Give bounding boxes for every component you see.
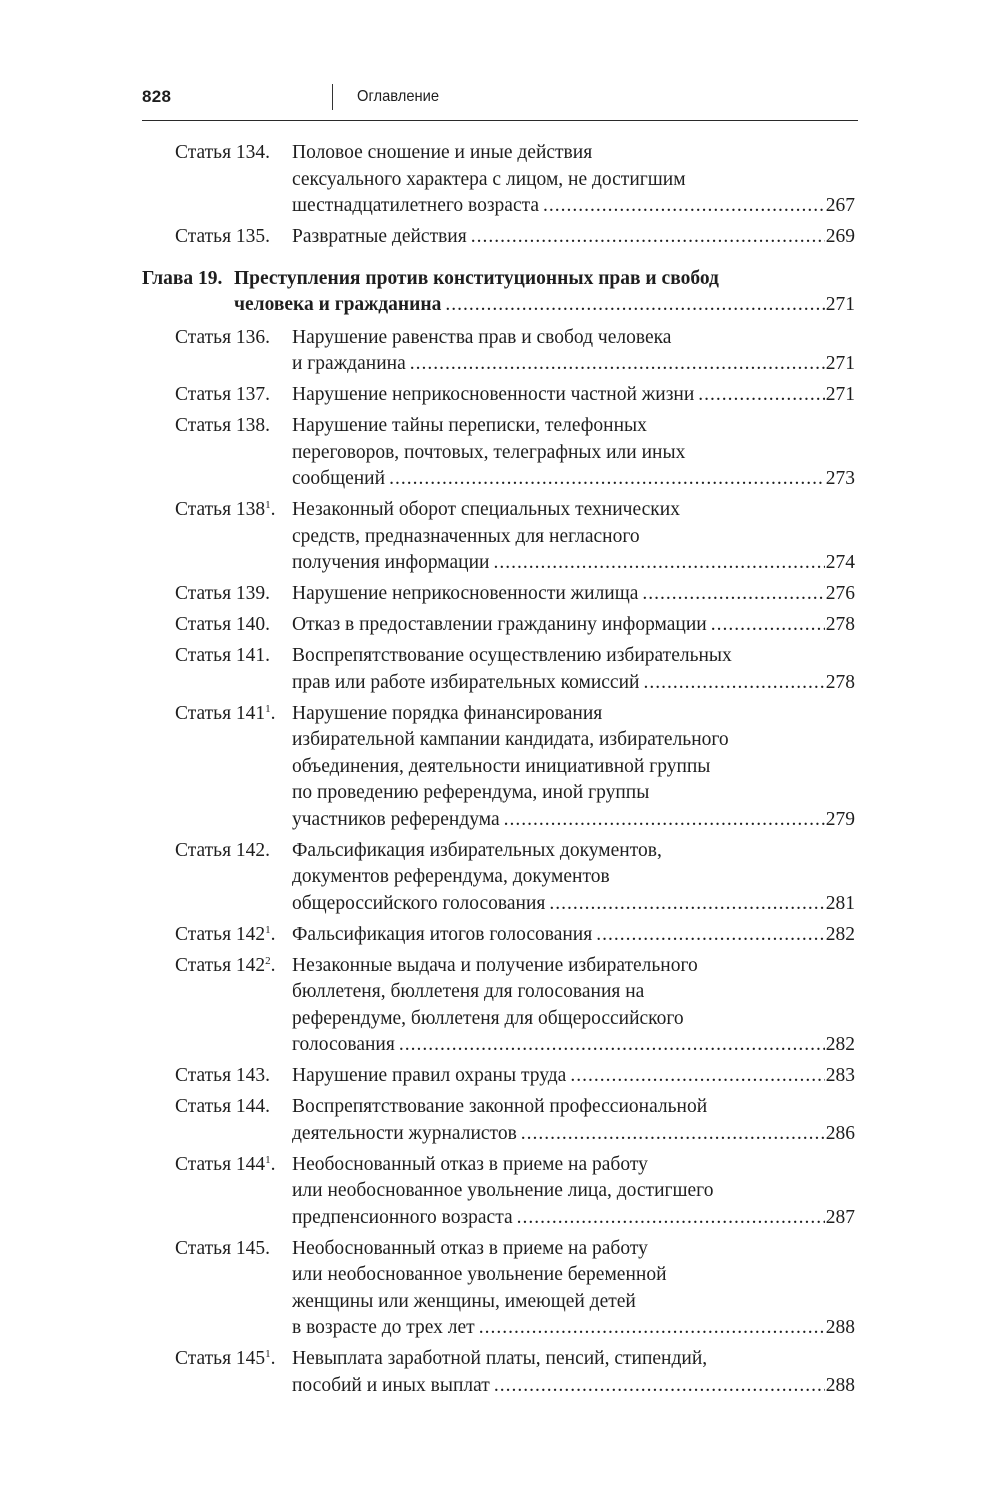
toc-article-entry xyxy=(0,953,1000,1059)
entry-title-line xyxy=(292,754,855,781)
entry-label xyxy=(175,953,276,980)
entry-title-line xyxy=(292,193,855,220)
toc-article-entry xyxy=(0,1063,1000,1090)
toc-article-entry xyxy=(0,224,1000,251)
dot-leader xyxy=(504,807,825,834)
entry-title-text: Нарушение правил охраны труда xyxy=(292,1065,567,1086)
entry-label-superscript: 1 xyxy=(265,702,271,715)
dot-leader xyxy=(399,1032,825,1059)
entry-label xyxy=(175,325,270,352)
entry-title-line xyxy=(292,1205,855,1232)
entry-page-number: 267 xyxy=(825,195,855,216)
entry-title-text: шестнадцатилетнего возраста xyxy=(292,195,540,216)
entry-label xyxy=(175,1152,276,1179)
entry-title-line xyxy=(234,292,855,319)
toc-article-entry xyxy=(0,325,1000,378)
toc-article-entry xyxy=(0,140,1000,220)
dot-leader xyxy=(517,1205,825,1232)
entry-title-text: Половое сношение и иные действия xyxy=(292,142,593,163)
entry-title-line xyxy=(292,612,855,639)
entry-label-text: Статья 143. xyxy=(175,1065,271,1086)
entry-page-number: 269 xyxy=(825,226,855,247)
entry-title-text: Воспрепятствование осуществлению избирательных xyxy=(292,645,732,666)
entry-label xyxy=(175,224,270,251)
entry-label xyxy=(175,1346,276,1373)
entry-page-number: 278 xyxy=(825,671,855,693)
entry-page-number: 271 xyxy=(825,384,855,405)
entry-label-text: Статья 136. xyxy=(175,326,271,348)
entry-title-text: Нарушение порядка финансирования xyxy=(292,702,603,724)
entry-title-text: или необоснованное увольнение лица, достигшего xyxy=(292,1180,714,1201)
entry-title-text: Развратные действия xyxy=(292,226,467,247)
entry-title-line xyxy=(292,351,855,378)
entry-page-number: 271 xyxy=(825,294,855,315)
running-header xyxy=(142,84,858,121)
toc-article-entry xyxy=(0,382,1000,409)
entry-title-text: общероссийского голосования xyxy=(292,892,546,914)
entry-title-text: голосования xyxy=(292,1034,395,1055)
entry-title-line xyxy=(292,581,855,608)
dot-leader xyxy=(643,670,824,697)
entry-title-line xyxy=(292,891,855,918)
entry-page-number: 288 xyxy=(825,1317,855,1338)
entry-page-number: 281 xyxy=(825,892,855,914)
entry-page-number: 288 xyxy=(825,1374,855,1396)
entry-label-text: Статья 141 xyxy=(175,702,266,724)
entry-page-number: 274 xyxy=(825,552,855,573)
entry-title xyxy=(292,643,855,696)
entry-title-text: Незаконный оборот специальных технических xyxy=(292,499,680,520)
entry-title-text: Незаконные выдача и получение избирательного xyxy=(292,954,698,976)
entry-page-number: 279 xyxy=(825,808,855,830)
entry-title-line xyxy=(292,1315,855,1342)
entry-label xyxy=(175,1063,270,1090)
toc-article-entry xyxy=(0,838,1000,918)
table-of-contents xyxy=(0,140,1000,1404)
entry-title-text: по проведению референдума, иной группы xyxy=(292,782,650,803)
entry-label xyxy=(175,701,276,728)
entry-title-text: Преступления против конституционных прав и свобод xyxy=(234,267,719,289)
entry-label-text: Статья 142 xyxy=(175,954,266,976)
entry-title-line xyxy=(292,413,855,440)
entry-label xyxy=(175,838,270,865)
entry-title-text: избирательной кампании кандидата, избирательного xyxy=(292,729,729,750)
entry-title-text: человека и гражданина xyxy=(234,294,442,315)
entry-label-text: Статья 138. xyxy=(175,415,271,436)
entry-title xyxy=(292,1236,855,1342)
toc-article-entry xyxy=(0,413,1000,493)
entry-title-line xyxy=(292,140,855,167)
entry-title-line xyxy=(292,325,855,352)
entry-title-line xyxy=(292,922,855,949)
entry-title xyxy=(292,953,855,1059)
entry-title-text: пособий и иных выплат xyxy=(292,1374,490,1396)
entry-title-text: референдуме, бюллетеня для общероссийского xyxy=(292,1007,684,1029)
entry-title-text: документов референдума, документов xyxy=(292,866,610,887)
entry-title-text: деятельности журналистов xyxy=(292,1122,517,1144)
entry-title-line xyxy=(292,524,855,551)
entry-label-text: Статья 145 xyxy=(175,1348,266,1369)
entry-page-number: 273 xyxy=(825,468,855,489)
dot-leader xyxy=(493,550,824,577)
entry-title-line xyxy=(292,1178,855,1205)
entry-title-line xyxy=(292,1152,855,1179)
entry-title-text: участников референдума xyxy=(292,808,500,830)
entry-label-text: Статья 140. xyxy=(175,614,271,635)
entry-title-line xyxy=(292,466,855,493)
entry-title-text: Отказ в предоставлении гражданину информации xyxy=(292,614,707,635)
entry-label xyxy=(175,413,270,440)
entry-title-line xyxy=(292,807,855,834)
dot-leader xyxy=(389,466,825,493)
entry-label xyxy=(175,612,270,639)
toc-article-entry xyxy=(0,612,1000,639)
entry-label-text: Статья 145. xyxy=(175,1237,271,1259)
entry-title xyxy=(292,612,855,639)
entry-title-text: в возрасте до трех лет xyxy=(292,1317,475,1338)
entry-title-line xyxy=(292,550,855,577)
entry-title-line xyxy=(292,1346,855,1373)
dot-leader xyxy=(543,193,825,220)
entry-title-text: сексуального характера с лицом, не достигшим xyxy=(292,168,686,190)
toc-article-entry xyxy=(0,701,1000,834)
entry-title xyxy=(292,140,855,220)
dot-leader xyxy=(410,351,825,378)
entry-label-text: Статья 144 xyxy=(175,1153,266,1175)
entry-label-text: Статья 142 xyxy=(175,923,266,945)
entry-title xyxy=(292,382,855,409)
toc-chapter-entry xyxy=(0,266,1000,319)
dot-leader xyxy=(494,1373,825,1400)
entry-label-text: Статья 134. xyxy=(175,142,271,163)
toc-article-entry xyxy=(0,497,1000,577)
entry-title-text: Невыплата заработной платы, пенсий, стипендий, xyxy=(292,1348,708,1369)
header-separator xyxy=(332,84,333,110)
entry-label-text: Статья 135. xyxy=(175,226,271,247)
entry-label-period: . xyxy=(270,1348,276,1369)
entry-title-line xyxy=(292,224,855,251)
entry-title-text: или необоснованное увольнение беременной xyxy=(292,1264,667,1285)
dot-leader xyxy=(479,1315,825,1342)
entry-label-text: Статья 138 xyxy=(175,499,266,520)
entry-page-number: 287 xyxy=(825,1206,855,1228)
entry-page-number: 283 xyxy=(825,1065,855,1086)
entry-label xyxy=(175,497,276,524)
entry-title-text: переговоров, почтовых, телеграфных или иных xyxy=(292,441,686,463)
entry-title xyxy=(292,1152,855,1232)
entry-title-line xyxy=(292,1121,855,1148)
entry-label xyxy=(142,266,222,293)
entry-label xyxy=(175,1236,270,1263)
dot-leader xyxy=(471,224,825,251)
entry-title xyxy=(292,701,855,834)
entry-label-superscript: 1 xyxy=(265,923,271,936)
toc-article-entry xyxy=(0,643,1000,696)
entry-title-text: Фальсификация избирательных документов, xyxy=(292,839,662,861)
entry-title xyxy=(292,497,855,577)
entry-title-line xyxy=(292,1063,855,1090)
entry-title-text: Нарушение неприкосновенности жилища xyxy=(292,583,639,604)
entry-title-text: предпенсионного возраста xyxy=(292,1206,513,1228)
entry-title-text: бюллетеня, бюллетеня для голосования на xyxy=(292,981,645,1002)
entry-title-text: и гражданина xyxy=(292,353,406,374)
dot-leader xyxy=(698,382,824,409)
entry-title-line xyxy=(292,643,855,670)
entry-title-line xyxy=(292,167,855,194)
entry-label xyxy=(175,382,270,409)
toc-article-entry xyxy=(0,1152,1000,1232)
entry-title-text: Воспрепятствование законной профессиональной xyxy=(292,1096,708,1117)
toc-article-entry xyxy=(0,922,1000,949)
entry-title-text: объединения, деятельности инициативной группы xyxy=(292,755,711,777)
entry-title xyxy=(292,838,855,918)
running-title: Оглавление xyxy=(357,88,440,105)
entry-title-line xyxy=(292,1289,855,1316)
entry-title-line xyxy=(292,701,855,728)
toc-article-entry xyxy=(0,581,1000,608)
entry-title-text: получения информации xyxy=(292,552,490,573)
entry-title-line xyxy=(292,1262,855,1289)
entry-title xyxy=(292,581,855,608)
entry-label-superscript: 1 xyxy=(265,1348,271,1360)
entry-title-line xyxy=(292,1094,855,1121)
entry-title-text: сообщений xyxy=(292,468,386,489)
entry-title-line xyxy=(292,1006,855,1033)
entry-title-line xyxy=(292,953,855,980)
dot-leader xyxy=(445,292,824,319)
dot-leader xyxy=(642,581,824,608)
entry-label-period: . xyxy=(270,923,276,945)
entry-title-line xyxy=(292,497,855,524)
entry-label-text: Статья 141. xyxy=(175,645,271,666)
entry-label xyxy=(175,922,276,949)
toc-article-entry xyxy=(0,1346,1000,1399)
entry-title-text: Фальсификация итогов голосования xyxy=(292,923,593,945)
entry-label-superscript: 2 xyxy=(265,954,271,967)
entry-title-line xyxy=(292,1373,855,1400)
entry-title-line xyxy=(292,727,855,754)
entry-label-text: Статья 142. xyxy=(175,839,271,861)
entry-title xyxy=(292,1346,855,1399)
entry-label-text: Глава 19. xyxy=(142,267,223,289)
entry-title-text: Необоснованный отказ в приеме на работу xyxy=(292,1153,648,1175)
entry-title-text: средств, предназначенных для негласного xyxy=(292,525,640,547)
entry-title-line xyxy=(292,979,855,1006)
entry-title-line xyxy=(292,670,855,697)
entry-page-number: 276 xyxy=(825,583,855,604)
entry-title-text: прав или работе избирательных комиссий xyxy=(292,671,640,693)
entry-page-number: 286 xyxy=(825,1122,855,1144)
entry-label xyxy=(175,643,270,670)
entry-label-period: . xyxy=(270,702,276,724)
entry-title xyxy=(234,266,855,319)
page-number: 828 xyxy=(142,87,172,106)
entry-title-line xyxy=(292,838,855,865)
entry-title-text: Нарушение равенства прав и свобод человека xyxy=(292,326,672,348)
entry-label-text: Статья 144. xyxy=(175,1096,271,1117)
entry-title-line xyxy=(292,440,855,467)
entry-title xyxy=(292,413,855,493)
entry-label-superscript: 1 xyxy=(265,499,271,511)
entry-title-line xyxy=(292,382,855,409)
dot-leader xyxy=(521,1121,825,1148)
entry-label-period: . xyxy=(270,954,276,976)
dot-leader xyxy=(596,922,825,949)
entry-label-period: . xyxy=(270,1153,276,1175)
entry-label-text: Статья 139. xyxy=(175,583,271,604)
entry-title xyxy=(292,1063,855,1090)
entry-page-number: 278 xyxy=(825,614,855,635)
entry-label xyxy=(175,581,270,608)
entry-title-line xyxy=(292,780,855,807)
entry-page-number: 282 xyxy=(825,1034,855,1055)
toc-article-entry xyxy=(0,1094,1000,1147)
entry-title-line xyxy=(234,266,855,293)
entry-page-number: 282 xyxy=(825,923,855,945)
entry-title-text: женщины или женщины, имеющей детей xyxy=(292,1290,636,1312)
entry-title-text: Нарушение неприкосновенности частной жизни xyxy=(292,384,695,405)
entry-label xyxy=(175,140,270,167)
entry-title-text: Нарушение тайны переписки, телефонных xyxy=(292,415,647,436)
entry-title-text: Необоснованный отказ в приеме на работу xyxy=(292,1237,648,1259)
dot-leader xyxy=(570,1063,824,1090)
entry-title xyxy=(292,325,855,378)
entry-title xyxy=(292,224,855,251)
dot-leader xyxy=(711,612,825,639)
entry-label-superscript: 1 xyxy=(265,1153,271,1166)
entry-title xyxy=(292,1094,855,1147)
entry-page-number: 271 xyxy=(825,353,855,374)
entry-label-period: . xyxy=(270,499,276,520)
dot-leader xyxy=(549,891,824,918)
entry-label xyxy=(175,1094,270,1121)
entry-title-line xyxy=(292,1236,855,1263)
entry-label-text: Статья 137. xyxy=(175,384,271,405)
entry-title-line xyxy=(292,864,855,891)
entry-title xyxy=(292,922,855,949)
toc-article-entry xyxy=(0,1236,1000,1342)
entry-title-line xyxy=(292,1032,855,1059)
